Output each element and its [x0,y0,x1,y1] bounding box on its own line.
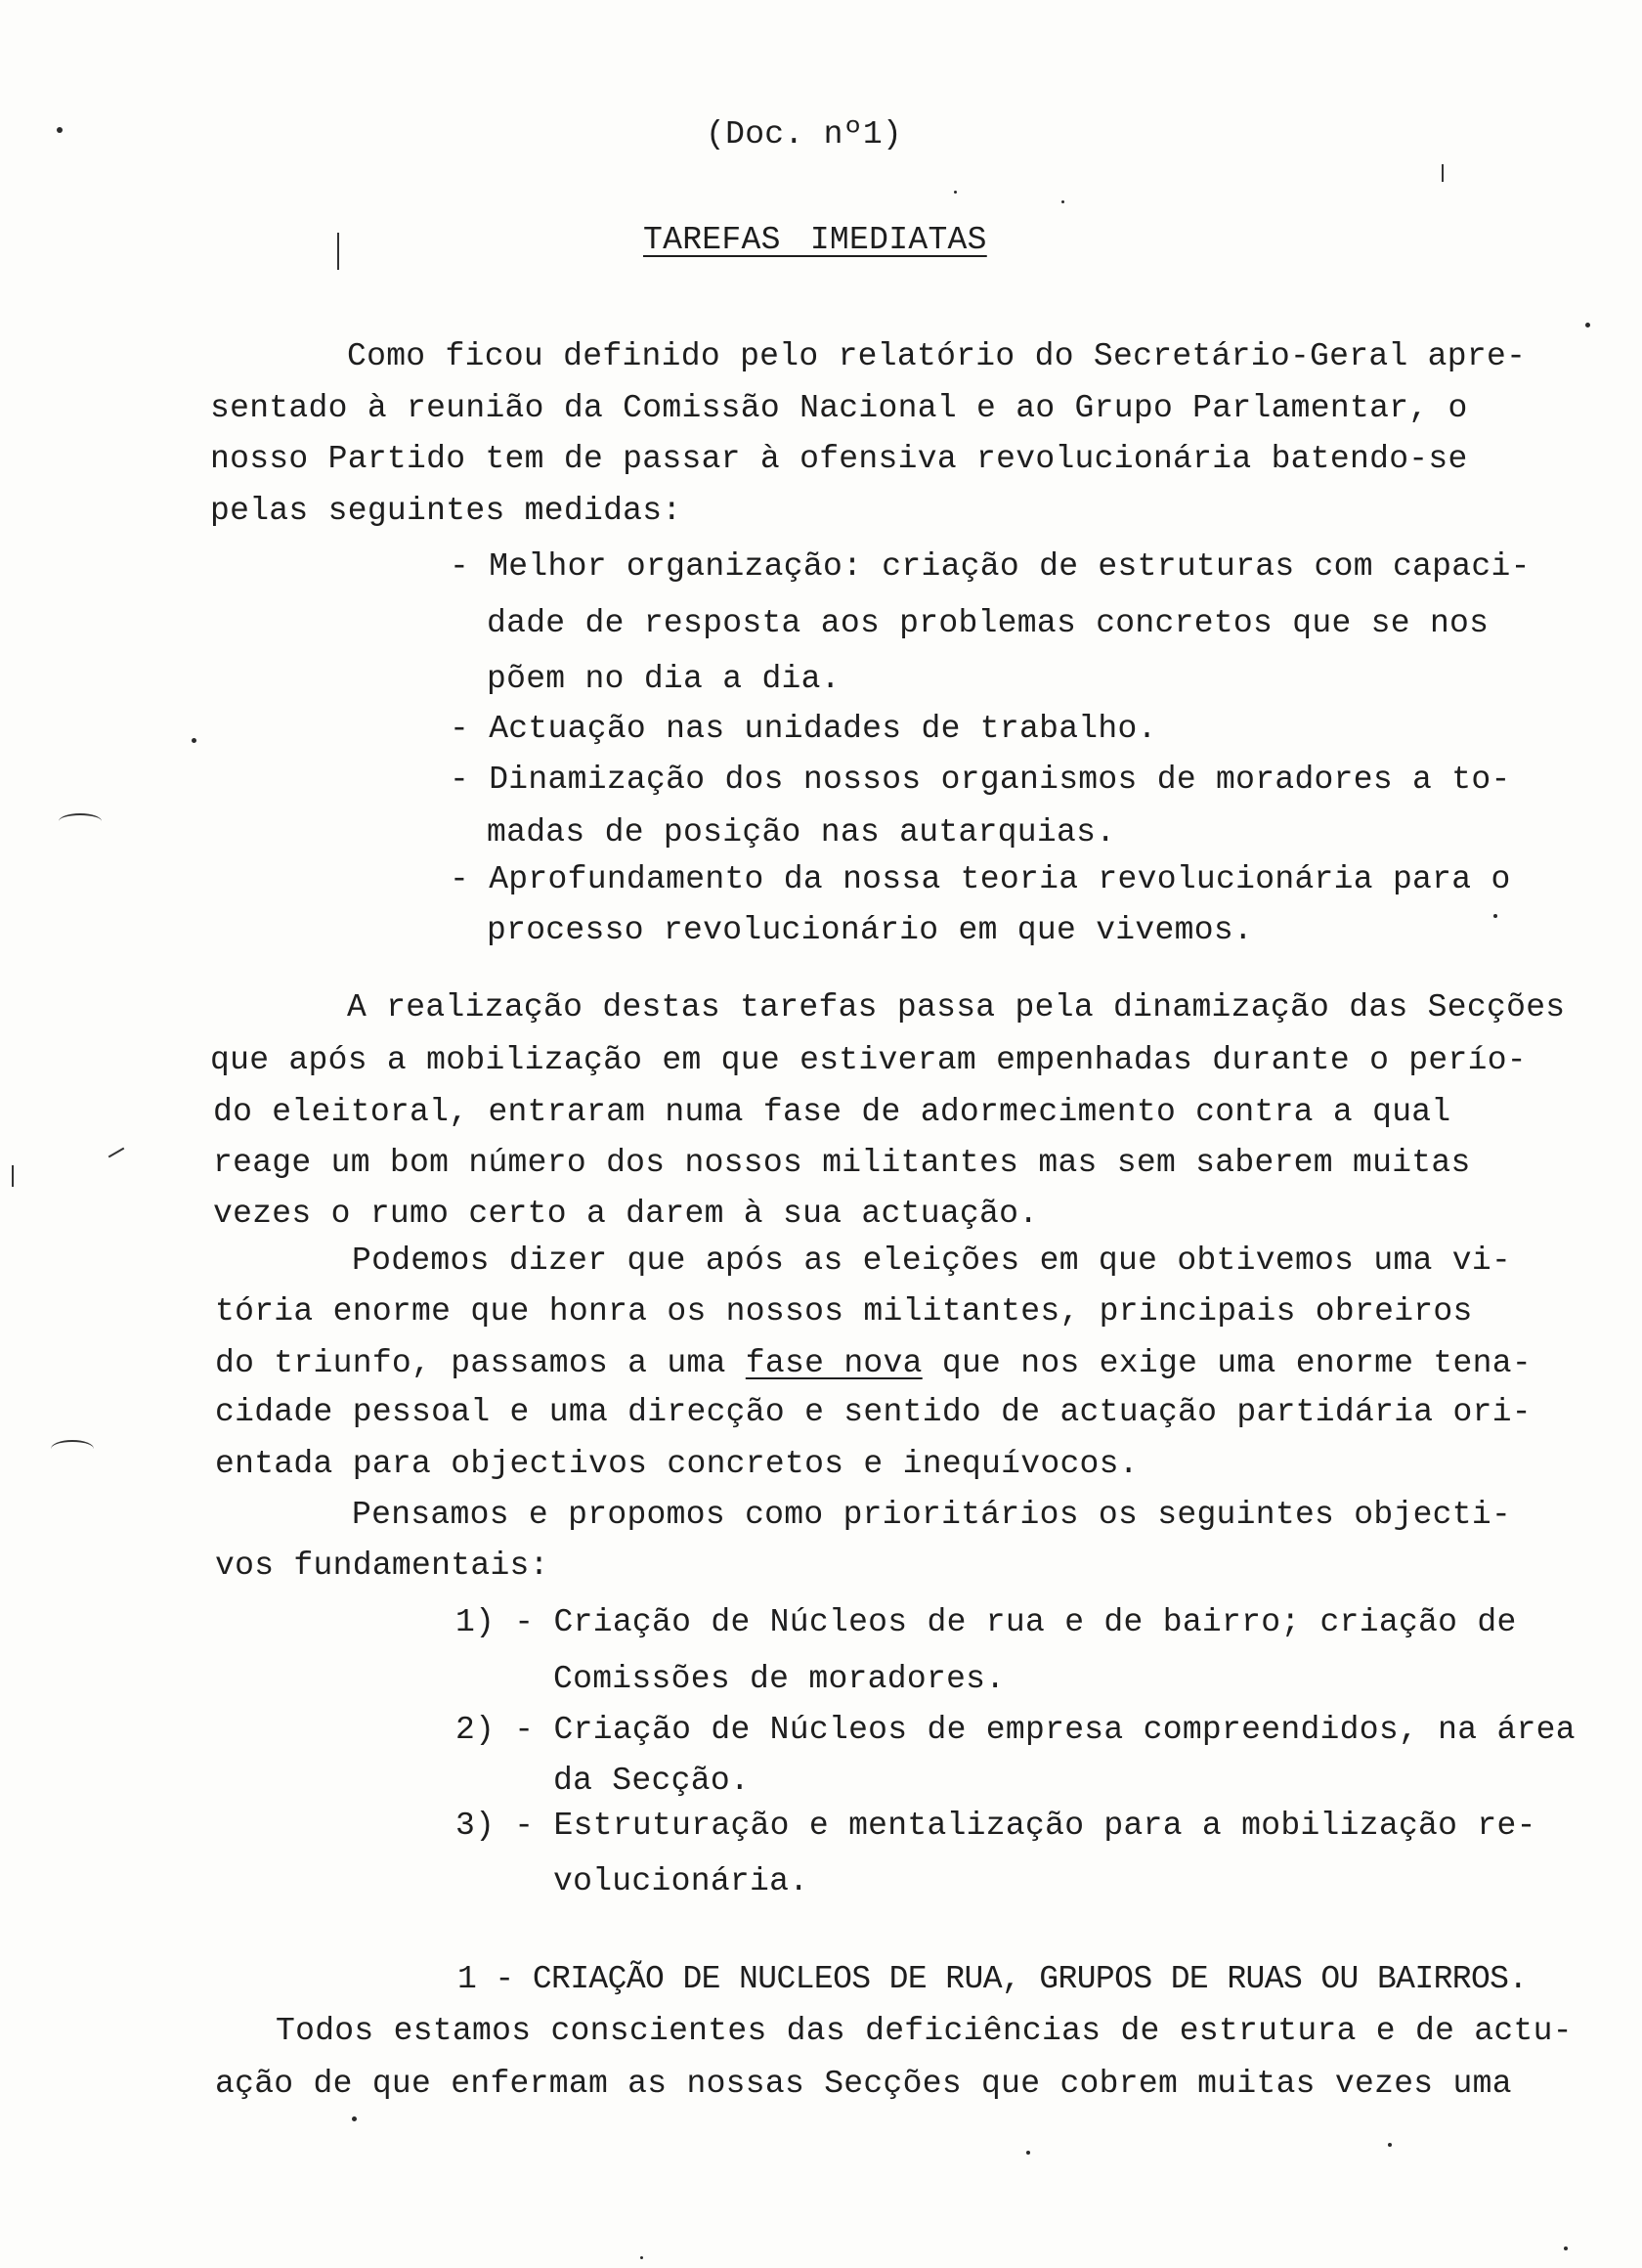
section-1-line-1: Todos estamos conscientes das deficiências de estrutura e de actu- [276,2013,1573,2049]
measure-1-line-2: dade de resposta aos problemas concretos que se nos [487,605,1490,641]
scan-mark [337,233,339,270]
scan-speck [1026,2151,1030,2155]
paragraph-4-line-1: Pensamos e propomos como prioritários os seguintes objecti- [352,1497,1512,1533]
intro-line-1: Como ficou definido pelo relatório do Secretário-Geral apre- [347,338,1527,374]
section-1-heading: 1 - CRIAÇÃO DE NUCLEOS DE RUA, GRUPOS DE RUAS OU BAIRROS. [457,1961,1528,1997]
paragraph-3-line-1: Podemos dizer que após as eleições em que obtivemos uma vi- [352,1243,1512,1279]
objective-1-line-2: Comissões de moradores. [553,1661,1006,1697]
scan-speck [57,127,63,133]
document-title: TAREFAS IMEDIATAS [643,222,987,258]
intro-line-3: nosso Partido tem de passar à ofensiva revolucionária batendo-se [210,441,1468,477]
intro-line-2: sentado à reunião da Comissão Nacional e ao Grupo Parlamentar, o [210,390,1468,426]
paragraph-2-line-3: do eleitoral, entraram numa fase de adormecimento contra a qual [213,1094,1451,1130]
scan-mark [51,1440,94,1458]
measure-2: - Actuação nas unidades de trabalho. [450,711,1157,747]
measure-1-line-3: põem no dia a dia. [487,661,841,697]
scan-speck [640,2256,643,2259]
paragraph-3-line-3 [215,1344,1532,1383]
scan-mark [59,813,102,829]
objective-3-line-1: 3) - Estruturação e mentalização para a mobilização re- [455,1808,1536,1844]
measure-4-line-2: processo revolucionário em que vivemos. [487,912,1254,948]
paragraph-3-line-4: cidade pessoal e uma direcção e sentido de actuação partidária ori- [215,1394,1532,1430]
scan-mark [12,1165,14,1187]
scan-mark [108,1148,125,1158]
objective-1-line-1: 1) - Criação de Núcleos de rua e de bairro; criação de [455,1604,1517,1640]
scan-mark [1442,164,1444,182]
scan-speck [1493,914,1497,918]
measure-3-line-2: madas de posição nas autarquias. [487,814,1116,850]
objective-2-line-1: 2) - Criação de Núcleos de empresa compreendidos, na área [455,1712,1576,1748]
scan-speck [352,2116,357,2121]
objective-3-line-2: volucionária. [553,1863,809,1899]
scan-speck [1388,2143,1392,2147]
underlined-phrase: fase nova [745,1345,923,1381]
paragraph-2-line-4: reage um bom número dos nossos militantes mas sem saberem muitas [213,1145,1471,1181]
scan-speck [1564,2246,1568,2250]
intro-line-4: pelas seguintes medidas: [210,493,682,529]
measure-3-line-1: - Dinamização dos nossos organismos de moradores a to- [450,762,1511,798]
document-reference: (Doc. nº1) [706,116,903,153]
paragraph-2-line-1: A realização destas tarefas passa pela dinamização das Secções [347,989,1566,1025]
paragraph-3-line-3-end: que nos exige uma enorme tena- [922,1345,1532,1381]
paragraph-3-line-5: entada para objectivos concretos e inequívocos. [215,1446,1139,1482]
objective-2-line-2: da Secção. [553,1763,751,1799]
scan-speck [1585,323,1590,327]
measure-4-line-1: - Aprofundamento da nossa teoria revolucionária para o [450,861,1511,897]
paragraph-3-line-2: tória enorme que honra os nossos militantes, principais obreiros [215,1293,1473,1330]
paragraph-4-line-2: vos fundamentais: [215,1548,549,1584]
section-1-line-2: ação de que enfermam as nossas Secções que cobrem muitas vezes uma [215,2066,1512,2102]
paragraph-2-line-2: que após a mobilização em que estiveram empenhadas durante o perío- [210,1042,1527,1078]
scan-speck [1061,200,1064,203]
scan-speck [192,738,196,743]
measure-1-line-1: - Melhor organização: criação de estruturas com capaci- [450,548,1531,585]
scan-speck [954,191,957,194]
paragraph-3-line-3-start: do triunfo, passamos a uma [215,1345,746,1381]
paragraph-2-line-5: vezes o rumo certo a darem à sua actuação. [213,1196,1039,1232]
